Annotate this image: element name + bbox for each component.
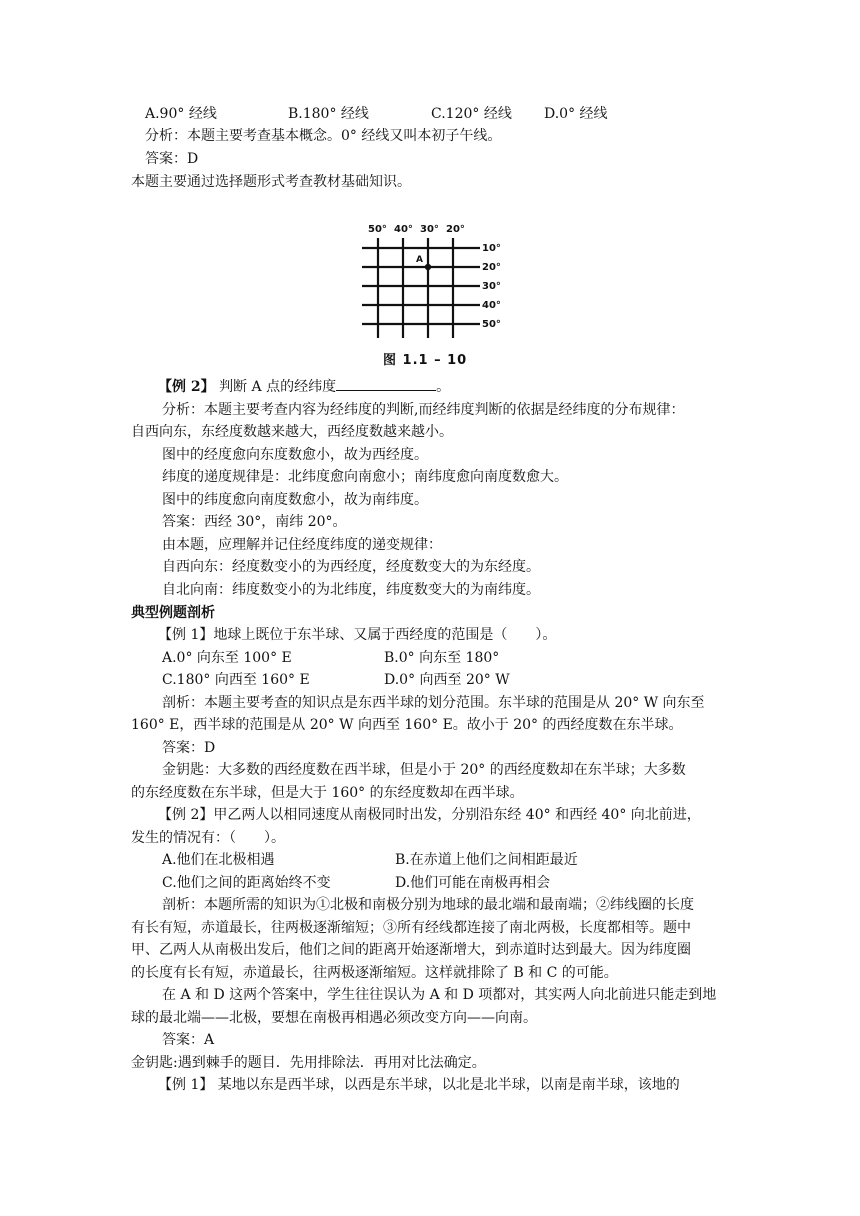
answer-text: 答案：D — [145, 151, 199, 167]
point-a-label: A — [416, 255, 423, 265]
paragraph: 球的最北端——北极，要想在南极再相遇必须改变方向——向南。 — [131, 1010, 537, 1026]
option-d: D.他们可能在南极再相会 — [395, 875, 551, 891]
option-d: D.0° 经线 — [544, 106, 608, 122]
section-title: 典型例题剖析 — [131, 605, 215, 621]
lon-label: 30° — [420, 224, 439, 235]
key-text: 金钥匙:遇到棘手的题目．先用排除法．再用对比法确定。 — [131, 1055, 486, 1071]
paragraph: 的长度有长有短，赤道最长，往两极逐渐缩短。这样就排除了 B 和 C 的可能。 — [131, 965, 618, 981]
option-b: B.180° 经线 — [288, 106, 369, 122]
paragraph: 自北向南：纬度数变小的为北纬度，纬度数变大的为南纬度。 — [162, 582, 540, 598]
analysis-text: 分析：本题主要考查基本概念。0° 经线又叫本初子午线。 — [145, 128, 502, 144]
example-1-question: 【例 1】地球上既位于东半球、又属于西经度的范围是（ ）。 — [158, 627, 557, 643]
paragraph: 剖析：本题主要考查的知识点是东西半球的划分范围。东半球的范围是从 20° W 向东至 — [162, 695, 705, 711]
paragraph: 金钥匙：大多数的西经度数在西半球，但是小于 20° 的西经度数却在东半球；大多数 — [162, 762, 686, 778]
paragraph: 纬度的递度规律是：北纬度愈向南愈小；南纬度愈向南度数愈大。 — [162, 469, 568, 485]
example-2a-question — [158, 376, 450, 397]
paragraph: 剖析：本题所需的知识为①北极和南极分别为地球的最北端和最南端；②纬线圈的长度 — [162, 897, 694, 913]
question-text: 判断 A 点的经纬度 — [214, 379, 337, 395]
paragraph: 160° E，西半球的范围是从 20° W 向西至 160° E。故小于 20° 的西经度数在东半球。 — [131, 717, 683, 733]
paragraph: 的东经度数在东半球，但是大于 160° 的东经度数却在西半球。 — [131, 785, 524, 801]
paragraph: 有长有短，赤道最长，往两极逐渐缩短；③所有经线都连接了南北两极，长度都相等。题中 — [131, 920, 691, 936]
example-tag: 【例 2】 — [158, 379, 215, 395]
lat-label: 10° — [482, 243, 501, 254]
option-c: C.120° 经线 — [431, 106, 512, 122]
option-a: A.0° 向东至 100° E — [162, 650, 292, 666]
example-1b-question: 【例 1】 某地以东是西半球，以西是东半球，以北是北半球，以南是南半球，该地的 — [158, 1077, 680, 1093]
example-2b-question: 【例 2】甲乙两人以相同速度从南极同时出发，分别沿东经 40° 和西经 40° 向北前进， — [158, 807, 701, 823]
paragraph: 自西向东，东经度数越来越大，西经度数越来越小。 — [131, 424, 453, 440]
note-text: 本题主要通过选择题形式考查教材基础知识。 — [131, 174, 411, 190]
lat-label: 50° — [482, 319, 501, 330]
answer-text: 答案：D — [162, 740, 216, 756]
latlon-grid-figure — [360, 218, 510, 348]
lat-label: 20° — [482, 262, 501, 273]
lon-label: 50° — [368, 224, 387, 235]
paragraph: 分析：本题主要考查内容为经纬度的判断,而经纬度判断的依据是经纬度的分布规律： — [162, 402, 685, 418]
option-a: A.他们在北极相遇 — [162, 852, 275, 868]
option-c: C.180° 向西至 160° E — [162, 672, 310, 688]
lat-label: 30° — [482, 281, 501, 292]
option-c: C.他们之间的距离始终不变 — [162, 875, 331, 891]
paragraph: 自西向东：经度数变小的为西经度，经度数变大的为东经度。 — [162, 559, 540, 575]
answer-blank — [336, 376, 436, 391]
lat-label: 40° — [482, 300, 501, 311]
answer-text: 答案：西经 30°，南纬 20°。 — [162, 514, 347, 530]
question-end: 。 — [436, 379, 451, 395]
lon-label: 20° — [446, 224, 465, 235]
paragraph: 由本题，应理解并记住经度纬度的递变规律： — [162, 537, 442, 553]
paragraph: 甲、乙两人从南极出发后，他们之间的距离开始逐渐增大，到赤道时达到最大。因为纬度圈 — [131, 942, 691, 958]
paragraph: 在 A 和 D 这两个答案中，学生往往误认为 A 和 D 项都对，其实两人向北前进只能走到地 — [162, 987, 717, 1003]
option-a: A.90° 经线 — [145, 106, 217, 122]
point-a-marker — [425, 264, 431, 270]
paragraph: 图中的纬度愈向南度数愈小，故为南纬度。 — [162, 492, 428, 508]
figure-caption: 图 1.1 – 10 — [383, 353, 468, 368]
paragraph: 图中的经度愈向东度数愈小，故为西经度。 — [162, 447, 428, 463]
answer-text: 答案：A — [162, 1032, 215, 1048]
option-b: B.在赤道上他们之间相距最近 — [395, 852, 578, 868]
lon-label: 40° — [394, 224, 413, 235]
question-continuation: 发生的情况有：（ ）。 — [131, 830, 285, 846]
option-b: B.0° 向东至 180° — [384, 650, 500, 666]
option-d: D.0° 向西至 20° W — [384, 672, 510, 688]
